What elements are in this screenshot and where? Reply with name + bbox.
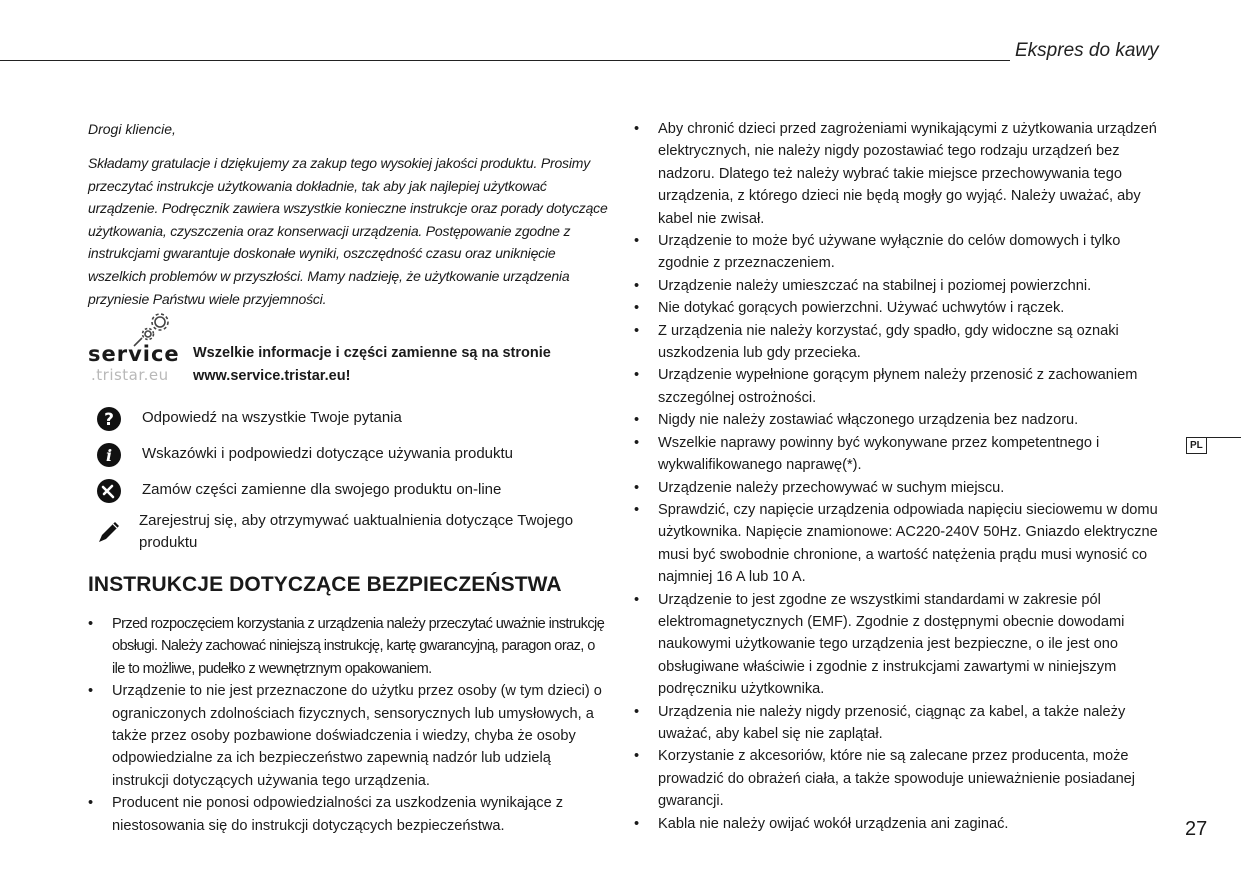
list-item: • Urządzenie to może być używane wyłącznie do celów domowych i tylko zgodnie z przeznaczeniem. — [634, 230, 1159, 275]
list-item: • Urządzenie to nie jest przeznaczone do użytku przez osoby (w tym dzieci) o ograniczonych zdolnościach fizycznych, sensorycznych lub umysłowych, a także przez osoby pozbawione doświadczenia i wiedzy, chyba że osoby odpowiedzialne za ich bezpieczeństwo zapewnią nadzór lub udzielą instrukcji dotyczących używania tego urządzenia. — [88, 680, 608, 792]
list-item: • Korzystanie z akcesoriów, które nie są zalecane przez producenta, może prowadzić do obrażeń ciała, a także spowoduje unieważnienie posiadanej gwarancji. — [634, 745, 1159, 812]
service-url[interactable]: www.service.tristar.eu! — [193, 368, 351, 384]
list-item: • Urządzenie należy umieszczać na stabilnej i poziomej powierzchni. — [634, 275, 1159, 297]
question-icon — [96, 406, 122, 432]
info-item — [96, 512, 616, 560]
list-item: • Aby chronić dzieci przed zagrożeniami wynikającymi z użytkowania urządzeń elektrycznych, nie należy nigdy pozostawiać tego rodzaju urządzeń bez nadzoru. Dlatego też należy wybrać takie miejsce przechowywania tego urządzenia, z którego dzieci nie będą mogły go wyjąć. Należy uważać, aby kabel nie zwisał. — [634, 118, 1159, 230]
svg-text:?: ? — [104, 410, 114, 430]
list-item: • Urządzenie wypełnione gorącym płynem należy przenosić z zachowaniem szczególnej ostrożności. — [634, 364, 1159, 409]
info-item — [96, 440, 616, 476]
list-item: • Przed rozpoczęciem korzystania z urządzenia należy przeczytać uważnie instrukcję obsługi. Należy zachować niniejszą instrukcję, kartę gwarancyjną, paragon oraz, o ile to możliwe, pudełko z wewnętrznym opakowaniem. — [88, 613, 608, 680]
list-item: • Wszelkie naprawy powinny być wykonywane przez kompetentnego i wykwalifikowanego naprawę(*). — [634, 432, 1159, 477]
list-item: • Producent nie ponosi odpowiedzialności za uszkodzenia wynikające z niestosowania się do instrukcji dotyczących bezpieczeństwa. — [88, 792, 608, 837]
info-text: Zarejestruj się, aby otrzymywać uaktualnienia dotyczące Twojego produktu — [139, 512, 574, 551]
wrench-icon — [96, 478, 122, 504]
greeting: Drogi kliencie, — [88, 121, 176, 137]
page-header-title: Ekspres do kawy — [1015, 40, 1159, 61]
safety-list-right — [634, 118, 1159, 835]
service-logo — [88, 312, 188, 387]
info-text: Wskazówki i podpowiedzi dotyczące używania produktu — [142, 445, 514, 462]
list-item: • Nie dotykać gorących powierzchni. Używać uchwytów i rączek. — [634, 297, 1159, 319]
intro-section — [88, 118, 608, 310]
language-tag: PL — [1186, 437, 1207, 454]
header-rule — [0, 60, 1010, 61]
list-item: • Urządzenia nie należy nigdy przenosić, ciągnąc za kabel, a także należy uważać, aby kabel się nie zaplątał. — [634, 701, 1159, 746]
service-line: Wszelkie informacje i części zamienne są na stronie — [193, 345, 551, 361]
info-list — [96, 404, 616, 560]
list-item: • Urządzenie to jest zgodne ze wszystkimi standardami w zakresie pól elektromagnetycznych (EMF). Zgodnie z dostępnymi obecnie dowodami naukowymi użytkowanie tego urządzenia jest bezpieczne, o ile jest ono obsługiwane właściwie i zgodnie z instrukcjami zawartymi w niniejszym podręczniku użytkownika. — [634, 589, 1159, 701]
info-item — [96, 404, 616, 440]
list-item: • Sprawdzić, czy napięcie urządzenia odpowiada napięciu sieciowemu w domu użytkownika. Napięcie znamionowe: AC220-240V 50Hz. Gniazdo elektryczne musi być swobodnie chronione, a wartość natężenia prądu musi wynosić co najmniej 16 A lub 10 A. — [634, 499, 1159, 589]
list-item: • Urządzenie należy przechowywać w suchym miejscu. — [634, 477, 1159, 499]
list-item: • Nigdy nie należy zostawiać włączonego urządzenia bez nadzoru. — [634, 409, 1159, 431]
info-icon — [96, 442, 122, 468]
service-text — [193, 342, 551, 388]
intro-paragraph: Składamy gratulacje i dziękujemy za zakup tego wysokiej jakości produktu. Prosimy przeczytać instrukcje użytkowania dokładnie, tak aby jak najlepiej użytkować urządzenie. Podręcznik zawiera wszystkie konieczne instrukcje oraz porady dotyczące użytkowania, czyszczenia oraz konserwacji urządzenia. Postępowanie zgodne z instrukcjami gwarantuje doskonałe wyniki, oszczędność czasu oraz uniknięcie wszelkich problemów w przyszłości. Mamy nadzieję, że użytkowanie urządzenia przyniesie Państwu wiele przyjemności. — [88, 155, 608, 307]
info-text: Zamów części zamienne dla swojego produktu on-line — [142, 481, 502, 498]
svg-text:i: i — [105, 446, 113, 465]
pen-icon — [96, 518, 122, 544]
service-block — [88, 312, 608, 392]
info-item — [96, 476, 616, 512]
info-text: Odpowiedź na wszystkie Twoje pytania — [142, 409, 402, 426]
service-logo-word: service — [88, 342, 180, 366]
list-item: • Kabla nie należy owijać wokół urządzenia ani zaginać. — [634, 813, 1159, 835]
language-tag-rule — [1207, 437, 1241, 438]
safety-heading: INSTRUKCJE DOTYCZĄCE BEZPIECZEŃSTWA — [88, 573, 562, 596]
list-item: • Z urządzenia nie należy korzystać, gdy spadło, gdy widoczne są oznaki uszkodzenia lub gdy przecieka. — [634, 320, 1159, 365]
service-logo-domain: .tristar.eu — [91, 366, 169, 384]
safety-list-left — [88, 613, 608, 837]
page-number: 27 — [1185, 818, 1208, 840]
